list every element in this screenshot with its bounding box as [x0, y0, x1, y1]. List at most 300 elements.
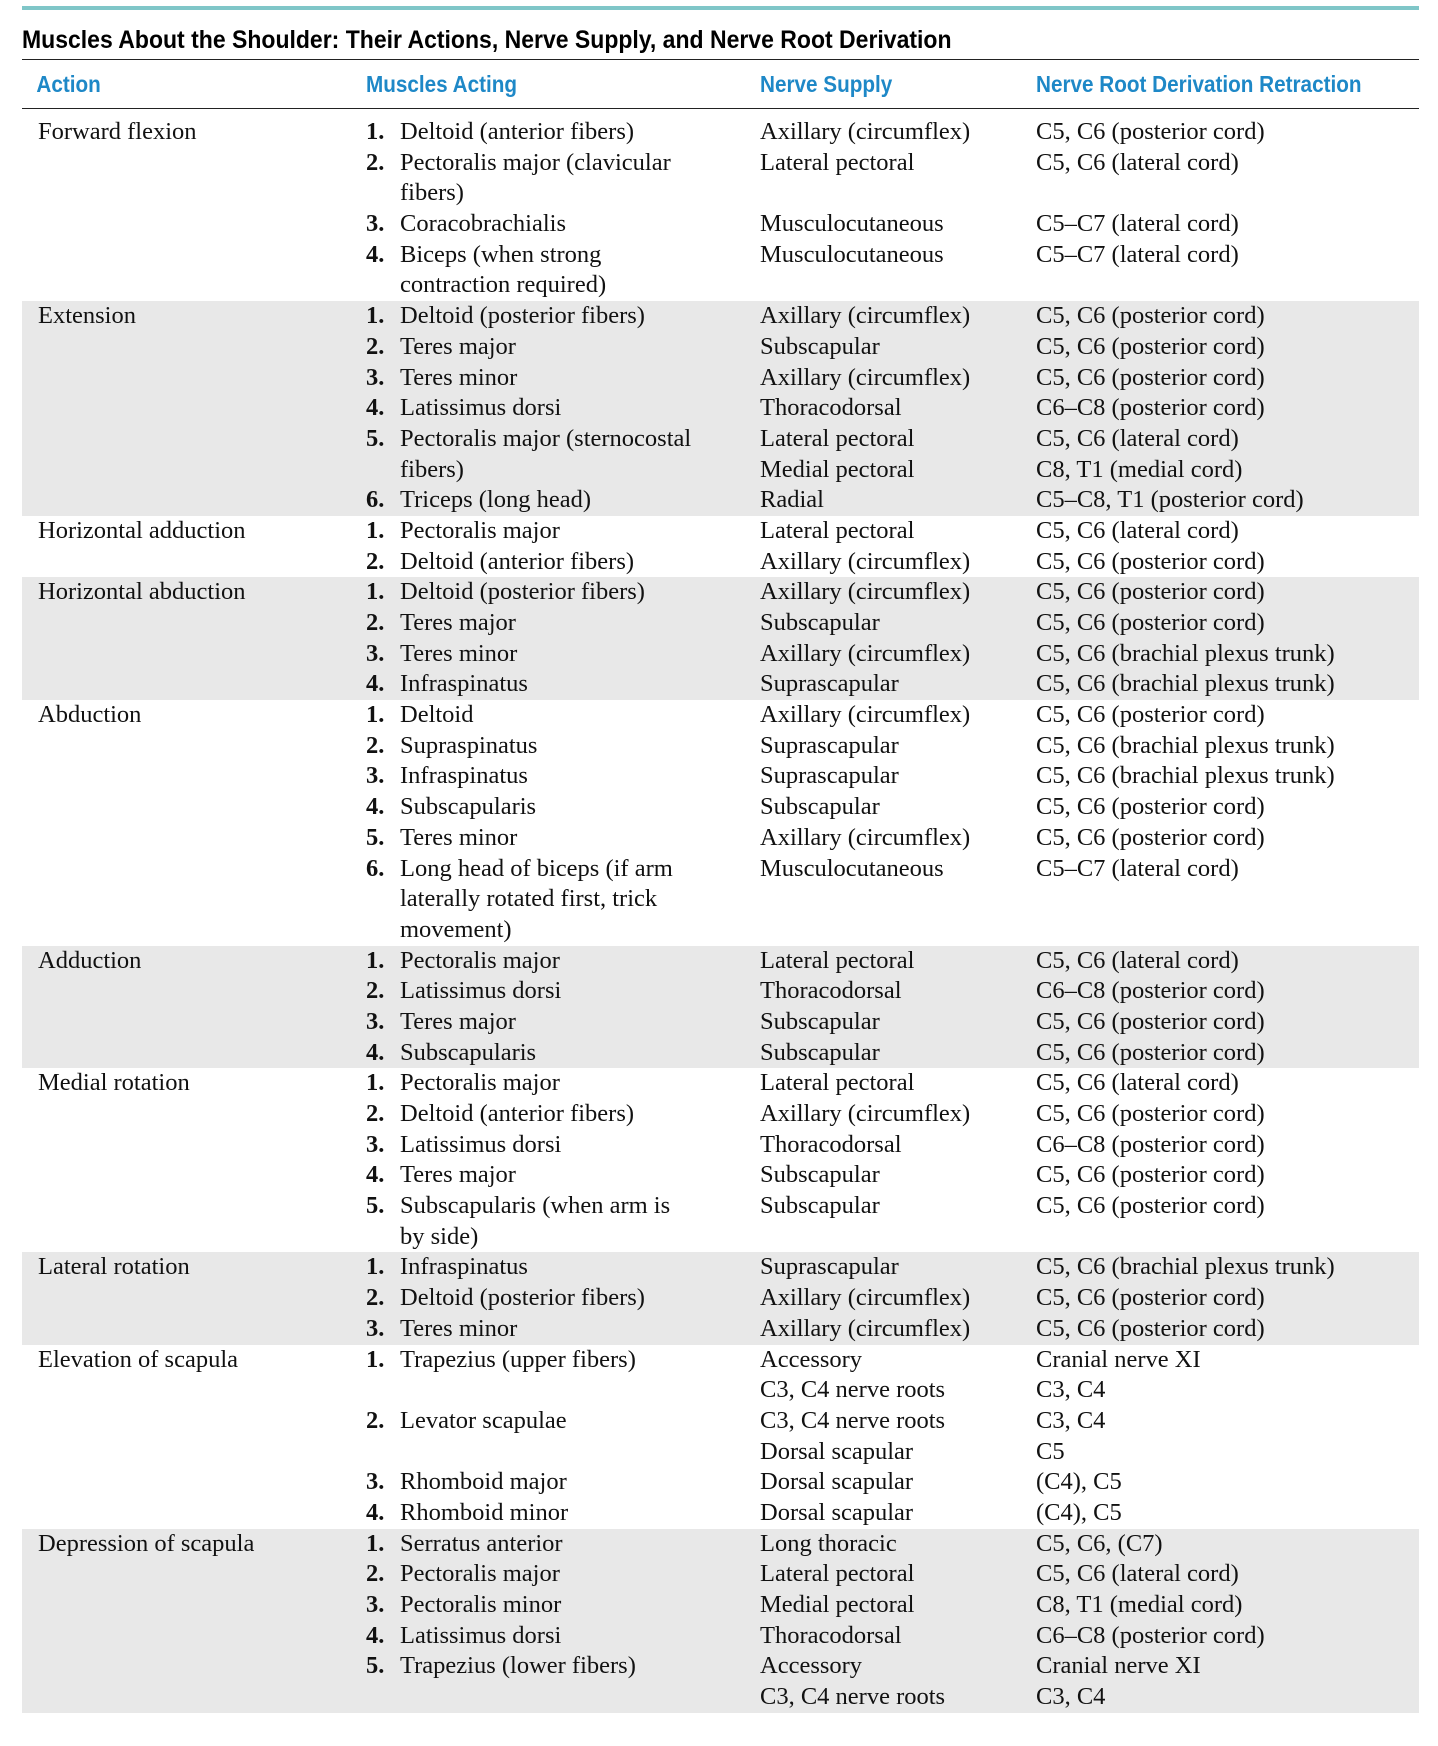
nerve-supply-line: Subscapular: [760, 1038, 880, 1066]
nerve-supply-line: Axillary (circumflex): [760, 547, 971, 575]
nerve-root-line: C5, C6, (C7): [1036, 1529, 1163, 1557]
muscle-name: Supraspinatus: [400, 731, 538, 759]
muscle-number: 1.: [366, 1345, 385, 1373]
nerve-root-line: C6–C8 (posterior cord): [1036, 394, 1265, 422]
muscle-name: Rhomboid major: [400, 1468, 567, 1496]
muscle-line: [366, 301, 760, 332]
muscle-number: 6.: [366, 854, 385, 882]
muscle-number: 5.: [366, 1652, 385, 1680]
muscle-number: 1.: [366, 1069, 385, 1097]
nerve-root-line: C5–C8, T1 (posterior cord): [1036, 486, 1304, 514]
muscle-number: 5.: [366, 1192, 385, 1220]
nerve-supply-line: Subscapular: [760, 609, 880, 636]
nerve-root-line: [1036, 178, 1419, 209]
nerve-root-line: C6–C8 (posterior cord): [1036, 977, 1265, 1005]
nerve-root-line: Cranial nerve XI: [1036, 1345, 1201, 1373]
muscles-cell: [366, 516, 760, 577]
nerve-supply-line: Accessory: [760, 1345, 863, 1373]
action-cell: [22, 577, 366, 700]
muscle-number: 5.: [366, 823, 385, 851]
nerve-supply-line: Axillary (circumflex): [760, 1284, 971, 1312]
nerve-root-line: C5, C6 (posterior cord): [1036, 1192, 1265, 1220]
muscle-number: 2.: [366, 1100, 385, 1127]
nerve-supply-line: Radial: [760, 486, 824, 514]
muscle-line: [366, 393, 760, 424]
nerve-supply-cell: [760, 1345, 1036, 1529]
muscles-cell: [366, 1252, 760, 1344]
nerve-supply-line: Lateral pectoral: [760, 424, 915, 452]
nerve-root-line: C5, C6 (posterior cord): [1036, 363, 1265, 391]
muscle-line: [366, 1651, 760, 1682]
muscle-name: Pectoralis major (clavicular: [400, 148, 671, 176]
muscle-number: 2.: [366, 1284, 385, 1312]
nerve-supply-line: Lateral pectoral: [760, 148, 915, 176]
muscle-number: 1.: [366, 1529, 385, 1557]
header-nerve-supply: Nerve Supply: [760, 70, 893, 97]
muscle-line: [366, 209, 760, 240]
action-label: Depression of scapula: [38, 1529, 255, 1557]
nerve-root-line: C5, C6 (lateral cord): [1036, 1069, 1239, 1097]
muscle-name: Levator scapulae: [400, 1406, 567, 1434]
muscle-line: [366, 1038, 760, 1069]
nerve-supply-cell: [760, 301, 1036, 516]
muscle-line: [366, 1682, 760, 1713]
muscle-line: [366, 363, 760, 394]
header-muscles-acting: Muscles Acting: [366, 70, 518, 97]
action-group: [22, 1068, 1419, 1252]
action-cell: [22, 946, 366, 1069]
muscles-cell: [366, 301, 760, 516]
muscle-name: Deltoid (posterior fibers): [400, 1284, 645, 1312]
nerve-root-line: (C4), C5: [1036, 1468, 1122, 1496]
nerve-supply-line: Thoracodorsal: [760, 977, 902, 1005]
nerve-supply-line: Subscapular: [760, 1007, 880, 1035]
muscle-name: Subscapularis (when arm is: [400, 1192, 671, 1220]
muscle-number: 3.: [366, 363, 385, 391]
nerve-supply-line: Medial pectoral: [760, 1591, 915, 1618]
nerve-supply-cell: [760, 946, 1036, 1069]
muscle-line: [366, 854, 760, 885]
muscle-number: 3.: [366, 210, 385, 238]
nerve-supply-line: Axillary (circumflex): [760, 639, 971, 667]
muscles-cell: [366, 117, 760, 301]
muscle-line: [366, 1191, 760, 1222]
muscle-line: [366, 792, 760, 823]
action-cell: [22, 117, 366, 301]
nerve-supply-line: Subscapular: [760, 1192, 880, 1220]
muscle-line: [366, 1498, 760, 1529]
muscle-name: Pectoralis major: [400, 946, 560, 974]
nerve-supply-line: [760, 1222, 1036, 1253]
muscle-line: [366, 1314, 760, 1345]
muscle-name: Pectoralis major: [400, 1560, 560, 1588]
nerve-supply-line: Axillary (circumflex): [760, 701, 971, 729]
nerve-root-line: [1036, 270, 1419, 301]
muscle-number: 4.: [366, 1038, 385, 1066]
muscle-line: [366, 1130, 760, 1161]
action-label: Abduction: [38, 701, 142, 729]
nerve-supply-line: Axillary (circumflex): [760, 1314, 971, 1342]
muscle-line: [366, 1529, 760, 1560]
muscle-name: Teres minor: [400, 639, 518, 667]
nerve-root-line: C6–C8 (posterior cord): [1036, 1130, 1265, 1158]
nerve-root-line: C5, C6 (brachial plexus trunk): [1036, 1253, 1335, 1281]
muscle-name: Teres minor: [400, 363, 518, 391]
muscle-number: 2.: [366, 609, 385, 636]
action-group: [22, 117, 1419, 301]
top-accent-bar: [22, 6, 1419, 10]
nerve-supply-cell: [760, 516, 1036, 577]
muscle-number: 2.: [366, 1560, 385, 1588]
nerve-root-line: C5, C6 (posterior cord): [1036, 793, 1265, 821]
nerve-root-line: [1036, 884, 1419, 915]
nerve-supply-line: [760, 884, 1036, 915]
action-label: Medial rotation: [38, 1069, 190, 1097]
muscle-number: 1.: [366, 302, 385, 330]
muscle-line: [366, 1222, 760, 1253]
muscle-line: [366, 761, 760, 792]
muscle-name: Deltoid: [400, 701, 474, 729]
muscle-number: 2.: [366, 977, 385, 1005]
muscle-line: [366, 1252, 760, 1283]
muscle-number: 5.: [366, 424, 385, 452]
nerve-root-cell: [1036, 700, 1419, 946]
muscle-name: Infraspinatus: [400, 762, 528, 790]
nerve-root-line: C5–C7 (lateral cord): [1036, 240, 1239, 268]
nerve-root-line: C5–C7 (lateral cord): [1036, 854, 1239, 882]
nerve-root-cell: [1036, 1252, 1419, 1344]
muscle-name: Teres major: [400, 1161, 516, 1189]
action-group: [22, 577, 1419, 700]
nerve-root-line: C5, C6 (lateral cord): [1036, 148, 1239, 176]
muscle-number: 2.: [366, 547, 385, 575]
muscle-name: Latissimus dorsi: [400, 1130, 562, 1158]
action-group: [22, 301, 1419, 516]
muscle-number: 1.: [366, 516, 385, 544]
action-label: Elevation of scapula: [38, 1345, 239, 1373]
muscle-number: 4.: [366, 670, 385, 698]
action-group: [22, 1345, 1419, 1529]
muscle-line: [366, 639, 760, 670]
muscle-line: [366, 1375, 760, 1406]
muscle-number: 3.: [366, 639, 385, 667]
muscles-cell: [366, 700, 760, 946]
nerve-supply-line: Subscapular: [760, 332, 880, 360]
muscle-line: [366, 700, 760, 731]
nerve-supply-line: Axillary (circumflex): [760, 363, 971, 391]
nerve-supply-line: Lateral pectoral: [760, 1069, 915, 1097]
muscle-line: [366, 332, 760, 363]
nerve-supply-cell: [760, 577, 1036, 700]
muscle-number: 2.: [366, 731, 385, 759]
muscle-name: Pectoralis major (sternocostal: [400, 424, 692, 452]
muscle-name: Deltoid (anterior fibers): [400, 118, 635, 145]
nerve-root-line: C3, C4: [1036, 1376, 1106, 1404]
nerve-root-line: C5, C6 (posterior cord): [1036, 701, 1265, 729]
nerve-supply-line: Thoracodorsal: [760, 1130, 902, 1158]
action-label: Horizontal adduction: [38, 516, 246, 544]
nerve-root-line: C5, C6 (brachial plexus trunk): [1036, 731, 1335, 759]
muscle-line: [366, 946, 760, 977]
muscle-name: Subscapularis: [400, 793, 537, 821]
muscle-number: 2.: [366, 148, 385, 176]
table-container: [22, 0, 1419, 1713]
nerve-supply-line: Axillary (circumflex): [760, 823, 971, 851]
nerve-root-line: C5, C6 (brachial plexus trunk): [1036, 670, 1335, 698]
muscle-line: [366, 823, 760, 854]
nerve-root-cell: [1036, 1529, 1419, 1713]
muscle-number: 1.: [366, 946, 385, 974]
action-label: Extension: [38, 302, 136, 330]
nerve-root-line: C5, C6 (lateral cord): [1036, 424, 1239, 452]
muscle-number: 3.: [366, 1468, 385, 1496]
nerve-root-line: C5, C6 (posterior cord): [1036, 823, 1265, 851]
muscle-name: by side): [400, 1222, 479, 1250]
nerve-supply-line: Lateral pectoral: [760, 516, 915, 544]
muscle-number: 3.: [366, 1314, 385, 1342]
muscle-number: 1.: [366, 701, 385, 729]
muscle-name: Biceps (when strong: [400, 240, 602, 268]
nerve-root-line: C5, C6 (posterior cord): [1036, 118, 1265, 145]
action-group: [22, 700, 1419, 946]
muscle-line: [366, 1283, 760, 1314]
muscle-name: Pectoralis major: [400, 516, 560, 544]
muscle-line: [366, 1099, 760, 1130]
nerve-root-cell: [1036, 1068, 1419, 1252]
muscle-name: Pectoralis major: [400, 1069, 560, 1097]
action-cell: [22, 1529, 366, 1713]
nerve-root-cell: [1036, 577, 1419, 700]
nerve-root-line: (C4), C5: [1036, 1498, 1122, 1526]
table-header: [22, 60, 1419, 109]
header-nerve-root: Nerve Root Derivation Retraction: [1036, 70, 1362, 97]
muscle-name: fibers): [400, 179, 464, 207]
muscle-name: fibers): [400, 455, 464, 483]
muscle-line: [366, 1007, 760, 1038]
nerve-supply-line: Subscapular: [760, 1161, 880, 1189]
muscle-number: 4.: [366, 240, 385, 268]
muscle-line: [366, 1437, 760, 1468]
nerve-supply-cell: [760, 117, 1036, 301]
muscle-name: Teres major: [400, 1007, 516, 1035]
nerve-root-line: C8, T1 (medial cord): [1036, 455, 1243, 483]
nerve-supply-line: C3, C4 nerve roots: [760, 1406, 946, 1434]
action-cell: [22, 1068, 366, 1252]
action-group: [22, 946, 1419, 1069]
muscle-line: [366, 240, 760, 271]
nerve-root-line: C5, C6 (brachial plexus trunk): [1036, 639, 1335, 667]
muscle-line: [366, 117, 760, 148]
action-label: Adduction: [38, 946, 142, 974]
muscle-line: [366, 1559, 760, 1590]
muscle-name: Latissimus dorsi: [400, 394, 562, 422]
nerve-root-line: [1036, 915, 1419, 946]
muscle-line: [366, 1406, 760, 1437]
muscle-line: [366, 976, 760, 1007]
muscle-line: [366, 608, 760, 639]
muscle-name: Teres minor: [400, 823, 518, 851]
muscle-number: 2.: [366, 332, 385, 360]
muscle-name: Trapezius (lower fibers): [400, 1652, 636, 1680]
nerve-root-line: [1036, 1222, 1419, 1253]
nerve-root-line: C5, C6 (brachial plexus trunk): [1036, 762, 1335, 790]
muscle-name: Deltoid (posterior fibers): [400, 302, 645, 330]
muscle-number: 4.: [366, 394, 385, 422]
action-label: Lateral rotation: [38, 1253, 190, 1281]
nerve-root-line: C5, C6 (posterior cord): [1036, 547, 1265, 575]
muscle-name: Deltoid (posterior fibers): [400, 578, 645, 606]
nerve-root-cell: [1036, 117, 1419, 301]
nerve-root-line: C3, C4: [1036, 1683, 1106, 1711]
muscle-number: 4.: [366, 1161, 385, 1189]
nerve-root-line: C5, C6 (posterior cord): [1036, 1007, 1265, 1035]
muscle-name: Rhomboid minor: [400, 1498, 569, 1526]
muscle-number: 3.: [366, 1130, 385, 1158]
muscle-line: [366, 485, 760, 516]
muscle-name: Long head of biceps (if arm: [400, 854, 673, 882]
nerve-root-line: C5, C6 (posterior cord): [1036, 1161, 1265, 1189]
nerve-supply-line: Thoracodorsal: [760, 394, 902, 422]
nerve-root-cell: [1036, 516, 1419, 577]
muscle-name: Deltoid (anterior fibers): [400, 547, 635, 575]
muscle-name: Coracobrachialis: [400, 210, 566, 238]
nerve-root-line: Cranial nerve XI: [1036, 1652, 1201, 1680]
nerve-supply-line: Axillary (circumflex): [760, 302, 971, 330]
nerve-supply-cell: [760, 1068, 1036, 1252]
muscle-name: Trapezius (upper fibers): [400, 1345, 636, 1373]
muscle-line: [366, 424, 760, 455]
action-cell: [22, 1345, 366, 1529]
muscle-line: [366, 547, 760, 578]
nerve-supply-line: C3, C4 nerve roots: [760, 1683, 946, 1711]
nerve-supply-line: Suprascapular: [760, 670, 899, 698]
muscle-number: 1.: [366, 118, 385, 145]
nerve-supply-line: Dorsal scapular: [760, 1437, 914, 1465]
nerve-supply-cell: [760, 700, 1036, 946]
muscle-line: [366, 669, 760, 700]
muscle-name: Infraspinatus: [400, 670, 528, 698]
nerve-supply-line: Axillary (circumflex): [760, 578, 971, 606]
action-group: [22, 1529, 1419, 1713]
muscle-number: 4.: [366, 1621, 385, 1649]
nerve-supply-line: Long thoracic: [760, 1529, 897, 1557]
muscle-name: Teres major: [400, 609, 516, 636]
nerve-supply-line: Musculocutaneous: [760, 854, 944, 882]
muscle-name: Pectoralis minor: [400, 1591, 562, 1618]
nerve-root-line: C5, C6 (lateral cord): [1036, 946, 1239, 974]
table-body: [22, 109, 1419, 1713]
nerve-root-line: C5, C6 (posterior cord): [1036, 302, 1265, 330]
muscles-cell: [366, 946, 760, 1069]
nerve-root-line: C5, C6 (posterior cord): [1036, 578, 1265, 606]
nerve-root-cell: [1036, 1345, 1419, 1529]
muscle-line: [366, 1068, 760, 1099]
muscle-name: contraction required): [400, 271, 607, 299]
nerve-supply-cell: [760, 1529, 1036, 1713]
nerve-root-line: C6–C8 (posterior cord): [1036, 1621, 1265, 1649]
nerve-supply-line: Musculocutaneous: [760, 210, 944, 238]
muscles-cell: [366, 1529, 760, 1713]
nerve-supply-line: Lateral pectoral: [760, 1560, 915, 1588]
action-group: [22, 516, 1419, 577]
muscle-number: 2.: [366, 1406, 385, 1434]
muscle-line: [366, 148, 760, 179]
muscle-name: Latissimus dorsi: [400, 977, 562, 1005]
muscle-name: movement): [400, 915, 512, 943]
nerve-root-line: C5: [1036, 1437, 1065, 1465]
nerve-supply-line: Musculocutaneous: [760, 240, 944, 268]
muscle-name: Deltoid (anterior fibers): [400, 1100, 635, 1127]
table-title: Muscles About the Shoulder: Their Actions, Nerve Supply, and Nerve Root Derivation: [22, 26, 952, 54]
muscle-line: [366, 1345, 760, 1376]
muscle-name: Latissimus dorsi: [400, 1621, 562, 1649]
nerve-supply-line: Subscapular: [760, 793, 880, 821]
nerve-root-line: C5, C6 (posterior cord): [1036, 1284, 1265, 1312]
muscle-line: [366, 915, 760, 946]
nerve-supply-line: [760, 178, 1036, 209]
muscle-line: [366, 178, 760, 209]
nerve-root-line: C5, C6 (posterior cord): [1036, 1100, 1265, 1127]
muscle-name: laterally rotated first, trick: [400, 885, 658, 913]
muscle-line: [366, 1160, 760, 1191]
nerve-root-line: C3, C4: [1036, 1406, 1106, 1434]
nerve-root-line: C5, C6 (lateral cord): [1036, 516, 1239, 544]
muscle-number: 6.: [366, 486, 385, 514]
muscle-line: [366, 884, 760, 915]
muscle-line: [366, 577, 760, 608]
nerve-root-line: C5, C6 (lateral cord): [1036, 1560, 1239, 1588]
nerve-supply-line: [760, 270, 1036, 301]
muscle-name: Teres minor: [400, 1314, 518, 1342]
muscle-name: Triceps (long head): [400, 486, 591, 514]
muscle-number: 3.: [366, 1591, 385, 1618]
nerve-root-cell: [1036, 301, 1419, 516]
action-label: Horizontal abduction: [38, 578, 246, 606]
nerve-supply-line: [760, 915, 1036, 946]
muscle-number: 1.: [366, 578, 385, 606]
muscle-line: [366, 516, 760, 547]
nerve-root-line: C5, C6 (posterior cord): [1036, 332, 1265, 360]
nerve-supply-line: Axillary (circumflex): [760, 1100, 971, 1127]
muscle-line: [366, 455, 760, 486]
muscle-number: 1.: [366, 1253, 385, 1281]
nerve-supply-line: Dorsal scapular: [760, 1498, 914, 1526]
nerve-supply-line: Suprascapular: [760, 731, 899, 759]
muscle-line: [366, 1590, 760, 1621]
nerve-root-line: C5, C6 (posterior cord): [1036, 1314, 1265, 1342]
nerve-root-cell: [1036, 946, 1419, 1069]
muscles-cell: [366, 1068, 760, 1252]
muscles-cell: [366, 1345, 760, 1529]
action-cell: [22, 301, 366, 516]
muscle-line: [366, 731, 760, 762]
muscle-name: Infraspinatus: [400, 1253, 528, 1281]
nerve-supply-line: Medial pectoral: [760, 455, 915, 483]
muscle-line: [366, 1467, 760, 1498]
muscle-line: [366, 1621, 760, 1652]
header-action: Action: [36, 70, 101, 97]
nerve-supply-line: Suprascapular: [760, 762, 899, 790]
nerve-supply-line: Lateral pectoral: [760, 946, 915, 974]
nerve-supply-line: Axillary (circumflex): [760, 118, 971, 145]
nerve-supply-cell: [760, 1252, 1036, 1344]
muscles-cell: [366, 577, 760, 700]
action-group: [22, 1252, 1419, 1344]
muscle-number: 3.: [366, 1007, 385, 1035]
action-cell: [22, 516, 366, 577]
nerve-supply-line: Thoracodorsal: [760, 1621, 902, 1649]
nerve-root-line: C8, T1 (medial cord): [1036, 1591, 1243, 1618]
